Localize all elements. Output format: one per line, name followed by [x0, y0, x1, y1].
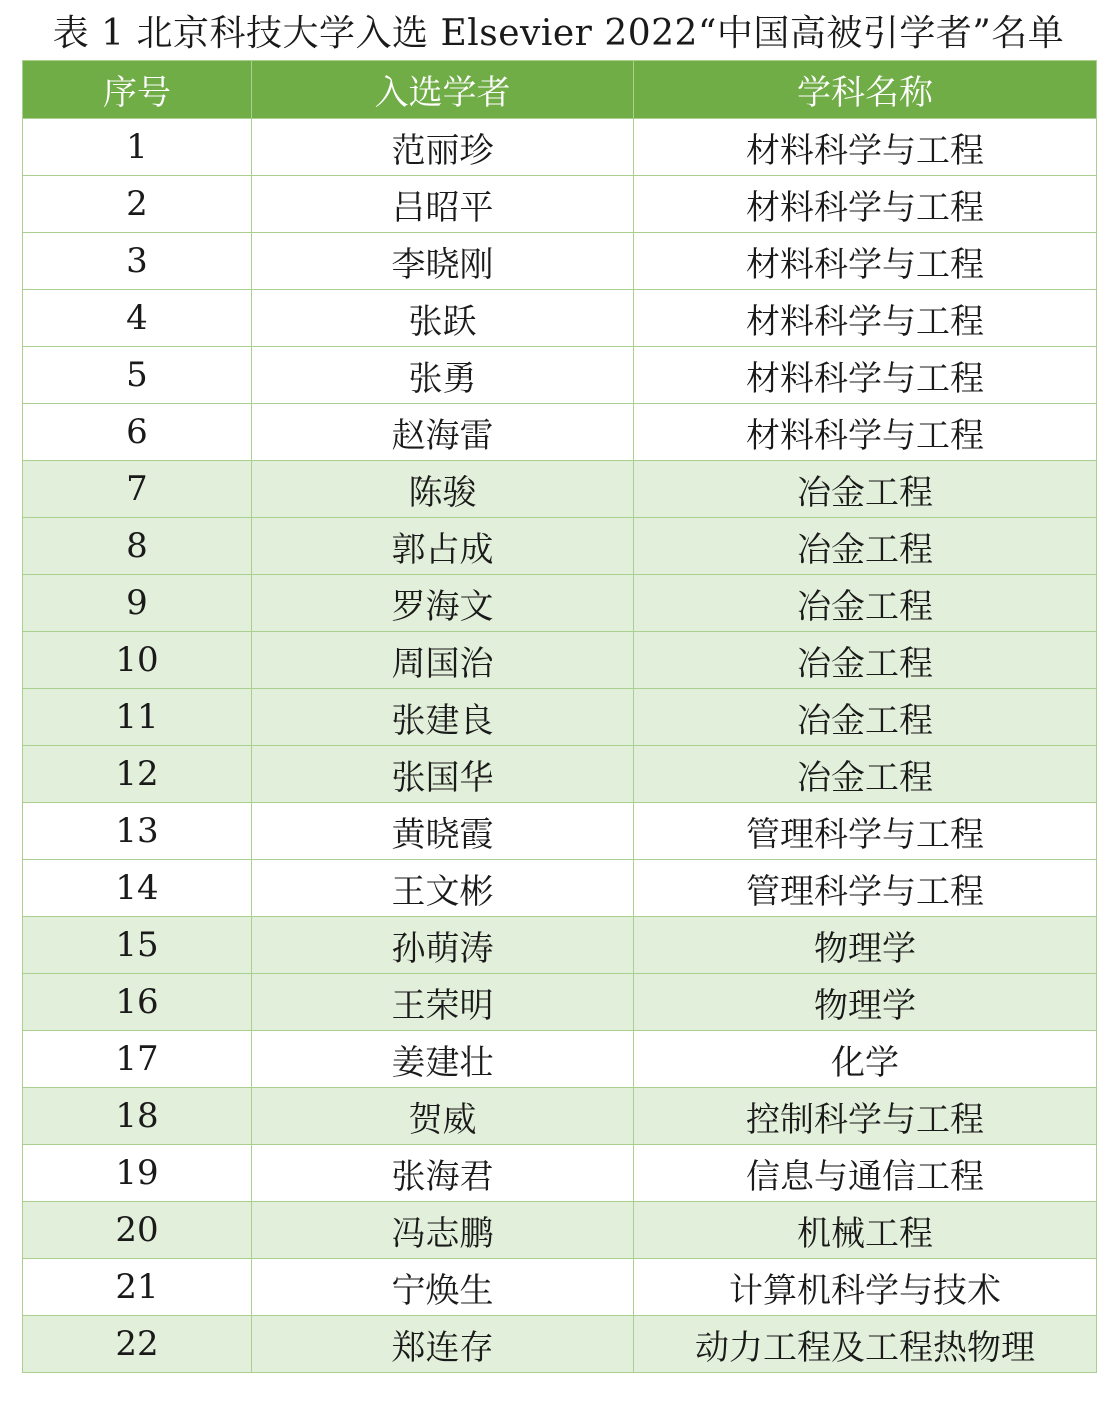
- table-row: [23, 347, 1097, 404]
- scholar-name-cell: 郭占成: [252, 518, 634, 575]
- subject-name-cell: 材料科学与工程: [634, 233, 1097, 290]
- scholar-name-cell: 贺威: [252, 1088, 634, 1145]
- subject-name-cell: 信息与通信工程: [634, 1145, 1097, 1202]
- row-number-cell: 12: [23, 746, 252, 803]
- row-number-cell: 11: [23, 689, 252, 746]
- scholar-name-cell: 王文彬: [252, 860, 634, 917]
- table-row: [23, 233, 1097, 290]
- scholar-name-cell: 李晓刚: [252, 233, 634, 290]
- column-header-scholar: 入选学者: [252, 61, 634, 119]
- table-row: [23, 1088, 1097, 1145]
- row-number-cell: 5: [23, 347, 252, 404]
- scholar-name-cell: 张国华: [252, 746, 634, 803]
- subject-name-cell: 冶金工程: [634, 632, 1097, 689]
- subject-name-cell: 冶金工程: [634, 689, 1097, 746]
- scholar-table: [22, 60, 1097, 1373]
- row-number-cell: 3: [23, 233, 252, 290]
- table-header-row: [23, 61, 1097, 119]
- subject-name-cell: 计算机科学与技术: [634, 1259, 1097, 1316]
- row-number-cell: 7: [23, 461, 252, 518]
- subject-name-cell: 管理科学与工程: [634, 860, 1097, 917]
- subject-name-cell: 材料科学与工程: [634, 347, 1097, 404]
- subject-name-cell: 管理科学与工程: [634, 803, 1097, 860]
- table-row: [23, 461, 1097, 518]
- subject-name-cell: 材料科学与工程: [634, 119, 1097, 176]
- row-number-cell: 6: [23, 404, 252, 461]
- row-number-cell: 17: [23, 1031, 252, 1088]
- row-number-cell: 18: [23, 1088, 252, 1145]
- table-row: [23, 860, 1097, 917]
- table-row: [23, 689, 1097, 746]
- table-row: [23, 632, 1097, 689]
- row-number-cell: 22: [23, 1316, 252, 1373]
- row-number-cell: 19: [23, 1145, 252, 1202]
- subject-name-cell: 化学: [634, 1031, 1097, 1088]
- table-row: [23, 404, 1097, 461]
- row-number-cell: 9: [23, 575, 252, 632]
- scholar-name-cell: 张海君: [252, 1145, 634, 1202]
- scholar-name-cell: 周国治: [252, 632, 634, 689]
- table-row: [23, 974, 1097, 1031]
- scholar-name-cell: 赵海雷: [252, 404, 634, 461]
- subject-name-cell: 物理学: [634, 917, 1097, 974]
- subject-name-cell: 物理学: [634, 974, 1097, 1031]
- subject-name-cell: 机械工程: [634, 1202, 1097, 1259]
- scholar-name-cell: 张跃: [252, 290, 634, 347]
- column-header-subject: 学科名称: [634, 61, 1097, 119]
- table-row: [23, 1259, 1097, 1316]
- scholar-name-cell: 宁焕生: [252, 1259, 634, 1316]
- row-number-cell: 16: [23, 974, 252, 1031]
- table-row: [23, 1145, 1097, 1202]
- scholar-name-cell: 姜建壮: [252, 1031, 634, 1088]
- row-number-cell: 4: [23, 290, 252, 347]
- scholar-name-cell: 黄晓霞: [252, 803, 634, 860]
- table-caption: 表 1 北京科技大学入选 Elsevier 2022“中国高被引学者”名单: [52, 13, 1065, 54]
- scholar-name-cell: 王荣明: [252, 974, 634, 1031]
- subject-name-cell: 冶金工程: [634, 746, 1097, 803]
- table-body: [23, 119, 1097, 1373]
- row-number-cell: 1: [23, 119, 252, 176]
- table-row: [23, 917, 1097, 974]
- row-number-cell: 20: [23, 1202, 252, 1259]
- scholar-name-cell: 范丽珍: [252, 119, 634, 176]
- table-row: [23, 518, 1097, 575]
- subject-name-cell: 材料科学与工程: [634, 176, 1097, 233]
- scholar-name-cell: 冯志鹏: [252, 1202, 634, 1259]
- subject-name-cell: 冶金工程: [634, 518, 1097, 575]
- row-number-cell: 13: [23, 803, 252, 860]
- column-header-no: 序号: [23, 61, 252, 119]
- table-row: [23, 176, 1097, 233]
- subject-name-cell: 控制科学与工程: [634, 1088, 1097, 1145]
- table-row: [23, 746, 1097, 803]
- table-row: [23, 1202, 1097, 1259]
- row-number-cell: 14: [23, 860, 252, 917]
- scholar-name-cell: 罗海文: [252, 575, 634, 632]
- scholar-name-cell: 张建良: [252, 689, 634, 746]
- scholar-name-cell: 郑连存: [252, 1316, 634, 1373]
- scholar-name-cell: 陈骏: [252, 461, 634, 518]
- table-row: [23, 119, 1097, 176]
- subject-name-cell: 材料科学与工程: [634, 404, 1097, 461]
- row-number-cell: 2: [23, 176, 252, 233]
- table-row: [23, 1031, 1097, 1088]
- row-number-cell: 15: [23, 917, 252, 974]
- subject-name-cell: 材料科学与工程: [634, 290, 1097, 347]
- scholar-name-cell: 张勇: [252, 347, 634, 404]
- subject-name-cell: 动力工程及工程热物理: [634, 1316, 1097, 1373]
- row-number-cell: 10: [23, 632, 252, 689]
- scholar-name-cell: 吕昭平: [252, 176, 634, 233]
- table-row: [23, 290, 1097, 347]
- scholar-name-cell: 孙萌涛: [252, 917, 634, 974]
- subject-name-cell: 冶金工程: [634, 575, 1097, 632]
- table-row: [23, 575, 1097, 632]
- row-number-cell: 21: [23, 1259, 252, 1316]
- table-row: [23, 803, 1097, 860]
- table-row: [23, 1316, 1097, 1373]
- row-number-cell: 8: [23, 518, 252, 575]
- subject-name-cell: 冶金工程: [634, 461, 1097, 518]
